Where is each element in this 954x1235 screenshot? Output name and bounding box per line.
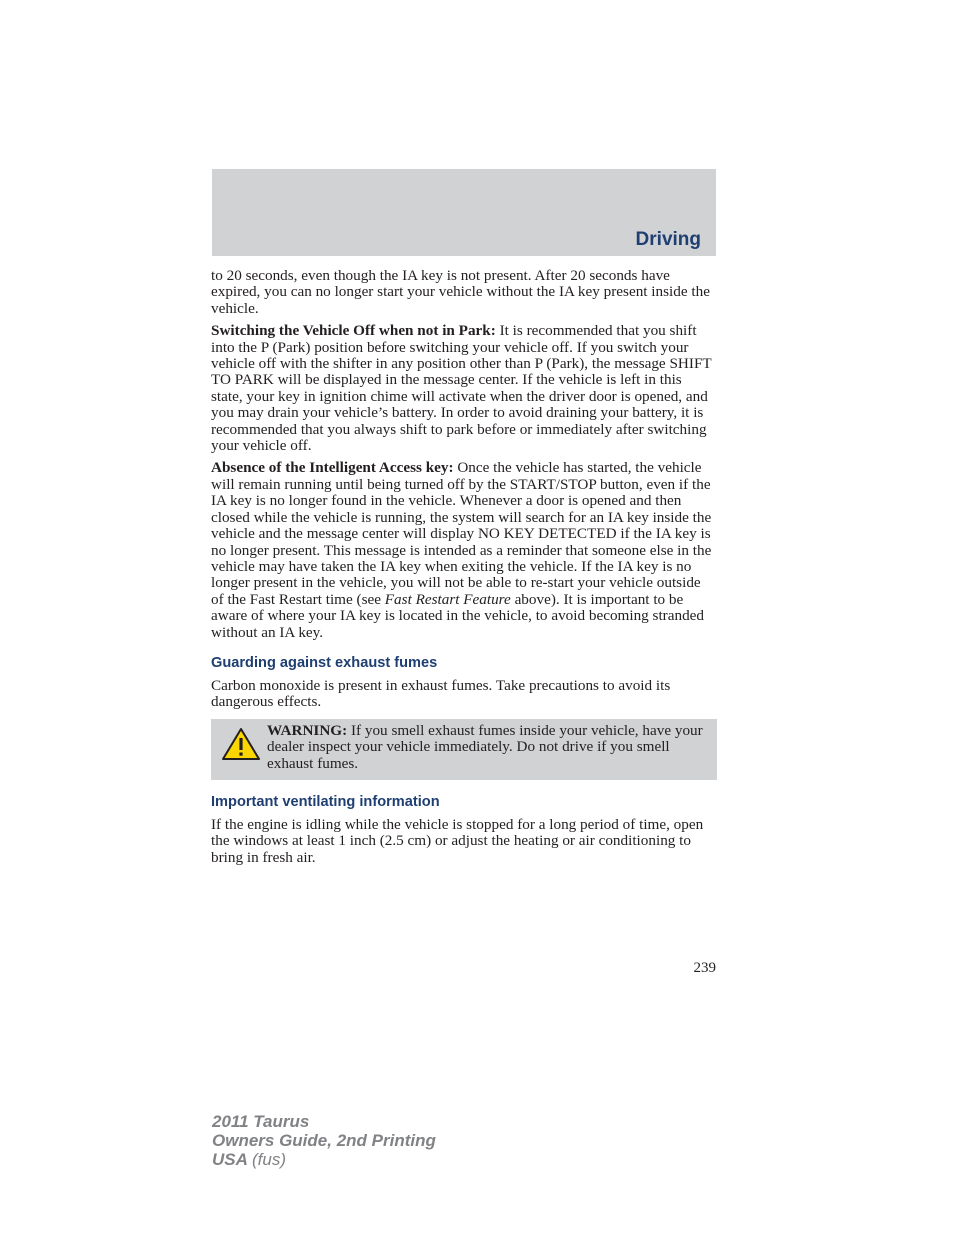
absence-text-2: above). It is important to be aware of where your IA key is located in the vehicle, to avoid becoming stranded without an IA key.: [211, 590, 704, 641]
absence-heading: Absence of the Intelligent Access key:: [211, 459, 454, 477]
section-title: Driving: [635, 229, 701, 250]
switching-text: It is recommended that you shift into the P (Park) position before switching your vehicle off. If you switch your vehicle off with the shifter in any position other than P (Park), the message SHIFT TO PARK will be displayed in the message center. If the vehicle is left in this state, your key in ignition chime will activate when the driver door is opened, and you may drain your vehicle’s battery. In order to avoid draining your battery, it is recommended that you always shift to park before or immediately after switching your vehicle off.: [211, 322, 712, 455]
paragraph-continued: to 20 seconds, even though the IA key is not present. After 20 seconds have expired, you can no longer start your vehicle without the IA key present inside the vehicle.: [211, 267, 710, 317]
footer-model: 2011 Taurus: [212, 1112, 310, 1131]
page-number: 239: [693, 960, 716, 976]
footer-country: USA: [212, 1150, 248, 1169]
ventilation-heading: Important ventilating information: [211, 793, 440, 810]
footer-guide: Owners Guide, 2nd Printing: [212, 1131, 436, 1150]
warning-label: WARNING:: [267, 721, 348, 739]
section-header-band: [212, 169, 716, 256]
fast-restart-reference: Fast Restart Feature: [384, 590, 511, 608]
page-content: [211, 268, 717, 872]
warning-text: If you smell exhaust fumes inside your vehicle, have your dealer inspect your vehicle immediately. Do not drive if you smell exhaust fumes.: [267, 721, 703, 772]
paragraph-switching-vehicle-off: [211, 323, 717, 454]
warning-triangle-icon: [221, 727, 261, 761]
warning-box: [211, 719, 717, 780]
exhaust-paragraph: Carbon monoxide is present in exhaust fumes. Take precautions to avoid its dangerous effects.: [211, 676, 671, 711]
absence-text-1: Once the vehicle has started, the vehicle will remain running until being turned off by the START/STOP button, even if the IA key is no longer found in the vehicle. Whenever a door is opened and then closed while the vehicle is running, the system will search for an IA key inside the vehicle and the message center will display NO KEY DETECTED if the IA key is no longer present. This message is intended as a reminder that someone else in the vehicle may have taken the IA key when exiting the vehicle. If the IA key is no longer present in the vehicle, you will not be able to re-start your vehicle outside of the Fast Restart time (see: [211, 459, 712, 608]
switching-heading: Switching the Vehicle Off when not in Park:: [211, 322, 496, 340]
ventilation-paragraph: If the engine is idling while the vehicle is stopped for a long period of time, open the windows at least 1 inch (2.5 cm) or adjust the heating or air conditioning to bring in fresh air.: [211, 815, 704, 866]
footer: [212, 1112, 436, 1169]
footer-region: [212, 1150, 436, 1169]
paragraph-absence-ia-key: [211, 460, 717, 640]
exhaust-heading: Guarding against exhaust fumes: [211, 654, 438, 671]
footer-code: (fus): [252, 1150, 286, 1169]
